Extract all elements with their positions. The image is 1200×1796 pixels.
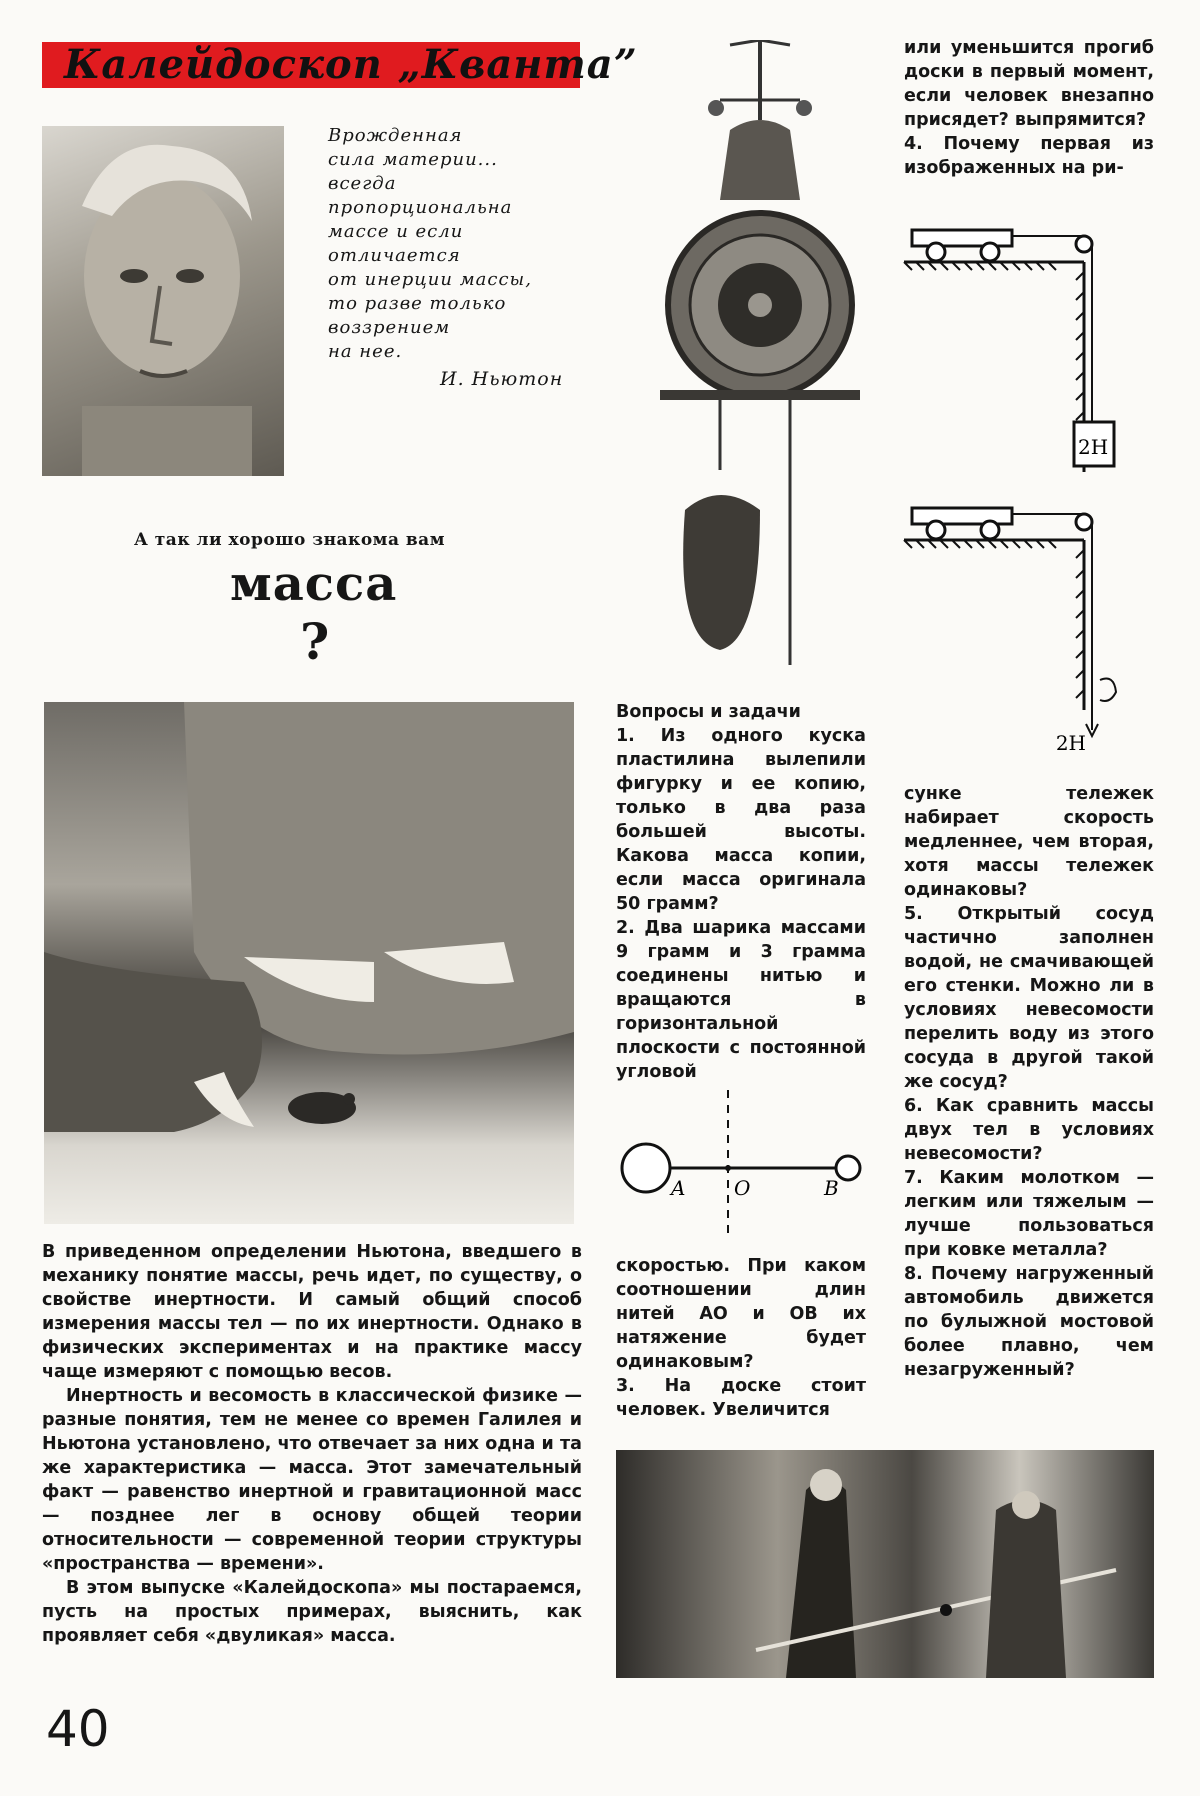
- title-question-mark: ?: [300, 612, 330, 671]
- intro-paragraph: В этом выпуске «Калейдоскопа» мы постараемся, пусть на простых примерах, выяснить, как проявляет себя «двуликая» масса.: [42, 1578, 582, 1646]
- antique-clock-illustration: [660, 40, 860, 665]
- intro-text: [42, 1240, 582, 1648]
- intro-paragraph: В приведенном определении Ньютона, введшего в механику понятие массы, речь идет, по существу, о свойстве инертности. И самый общий способ измерения массы тел — по их инертности. Однако в физических экспериментах и на практике массу чаще измеряют с помощью весов.: [42, 1242, 582, 1382]
- weight-label: 2H: [1078, 435, 1109, 459]
- force-label: 2H: [1055, 731, 1086, 755]
- article-title: масса: [230, 556, 398, 612]
- rotating-balls-diagram: [616, 1090, 876, 1240]
- questions-text: или уменьшится прогиб доски в первый момент, если человек внезапно присядет? выпрямится? 4. Почему первая из изображенных на ри-: [904, 38, 1154, 178]
- label-o: O: [734, 1176, 751, 1200]
- questions-column-3-top: [904, 36, 1154, 180]
- newton-quote: Врожденная сила материи... всегда пропорциональна массе и если отличается от инерции массы, то разве только воззрением на нее.: [328, 125, 532, 362]
- newton-bust-photo: [42, 126, 284, 476]
- questions-text: скоростью. При каком соотношении длин нитей AO и OB их натяжение будет одинаковым? 3. На доске стоит человек. Увеличится: [616, 1256, 866, 1420]
- galileo-experiment-painting: [616, 1450, 1154, 1678]
- series-banner: [42, 41, 638, 88]
- intro-paragraph: Инертность и весомость в классической физике — разные понятия, тем не менее со времен Галилея и Ньютона установлено, что отвечает за них одна и та же характеристика — масса. Этот замечательный факт — равенство инертной и гравитационной масс — позднее лег в основу общей теории относительности — современной теории структуры «пространства — времени».: [42, 1386, 582, 1574]
- quote-author: И. Ньютон: [440, 368, 564, 390]
- cart-with-pull-diagram: [904, 500, 1164, 760]
- questions-column-2-top: [616, 700, 866, 1084]
- article-subtitle: А так ли хорошо знакома вам: [134, 530, 445, 550]
- questions-column-3-bottom: [904, 782, 1154, 1382]
- questions-column-2-bottom: [616, 1254, 866, 1422]
- questions-heading: Вопросы и задачи: [616, 702, 801, 722]
- questions-text: 1. Из одного куска пластилина вылепили фигурку и ее копию, только в два раза большей высоты. Какова масса копии, если масса оригинала 50 грамм? 2. Два шарика массами 9 грамм и 3 грамма соединены нитью и вращаются в горизонтальной плоскости с постоянной угловой: [616, 726, 866, 1082]
- series-title: Калейдоскоп „Кванта”: [64, 41, 638, 88]
- label-a: A: [671, 1176, 686, 1200]
- label-b: B: [824, 1176, 839, 1200]
- questions-text: сунке тележек набирает скорость медленнее, чем вторая, хотя массы тележек одинаковы? 5. Открытый сосуд частично заполнен водой, не смачивающей его стенки. Можно ли в условиях невесомости перелить воду из этого сосуда в другой такой же сосуд? 6. Как сравнить массы двух тел в условиях невесомости? 7. Каким молотком — легким или тяжелым — лучше пользоваться при ковке металла? 8. Почему нагруженный автомобиль движется по булыжной мостовой более плавно, чем незагруженный?: [904, 784, 1154, 1380]
- page-number: 40: [46, 1700, 110, 1758]
- elephant-and-mouse-photo: [44, 702, 574, 1224]
- cart-with-weight-diagram: [904, 222, 1164, 482]
